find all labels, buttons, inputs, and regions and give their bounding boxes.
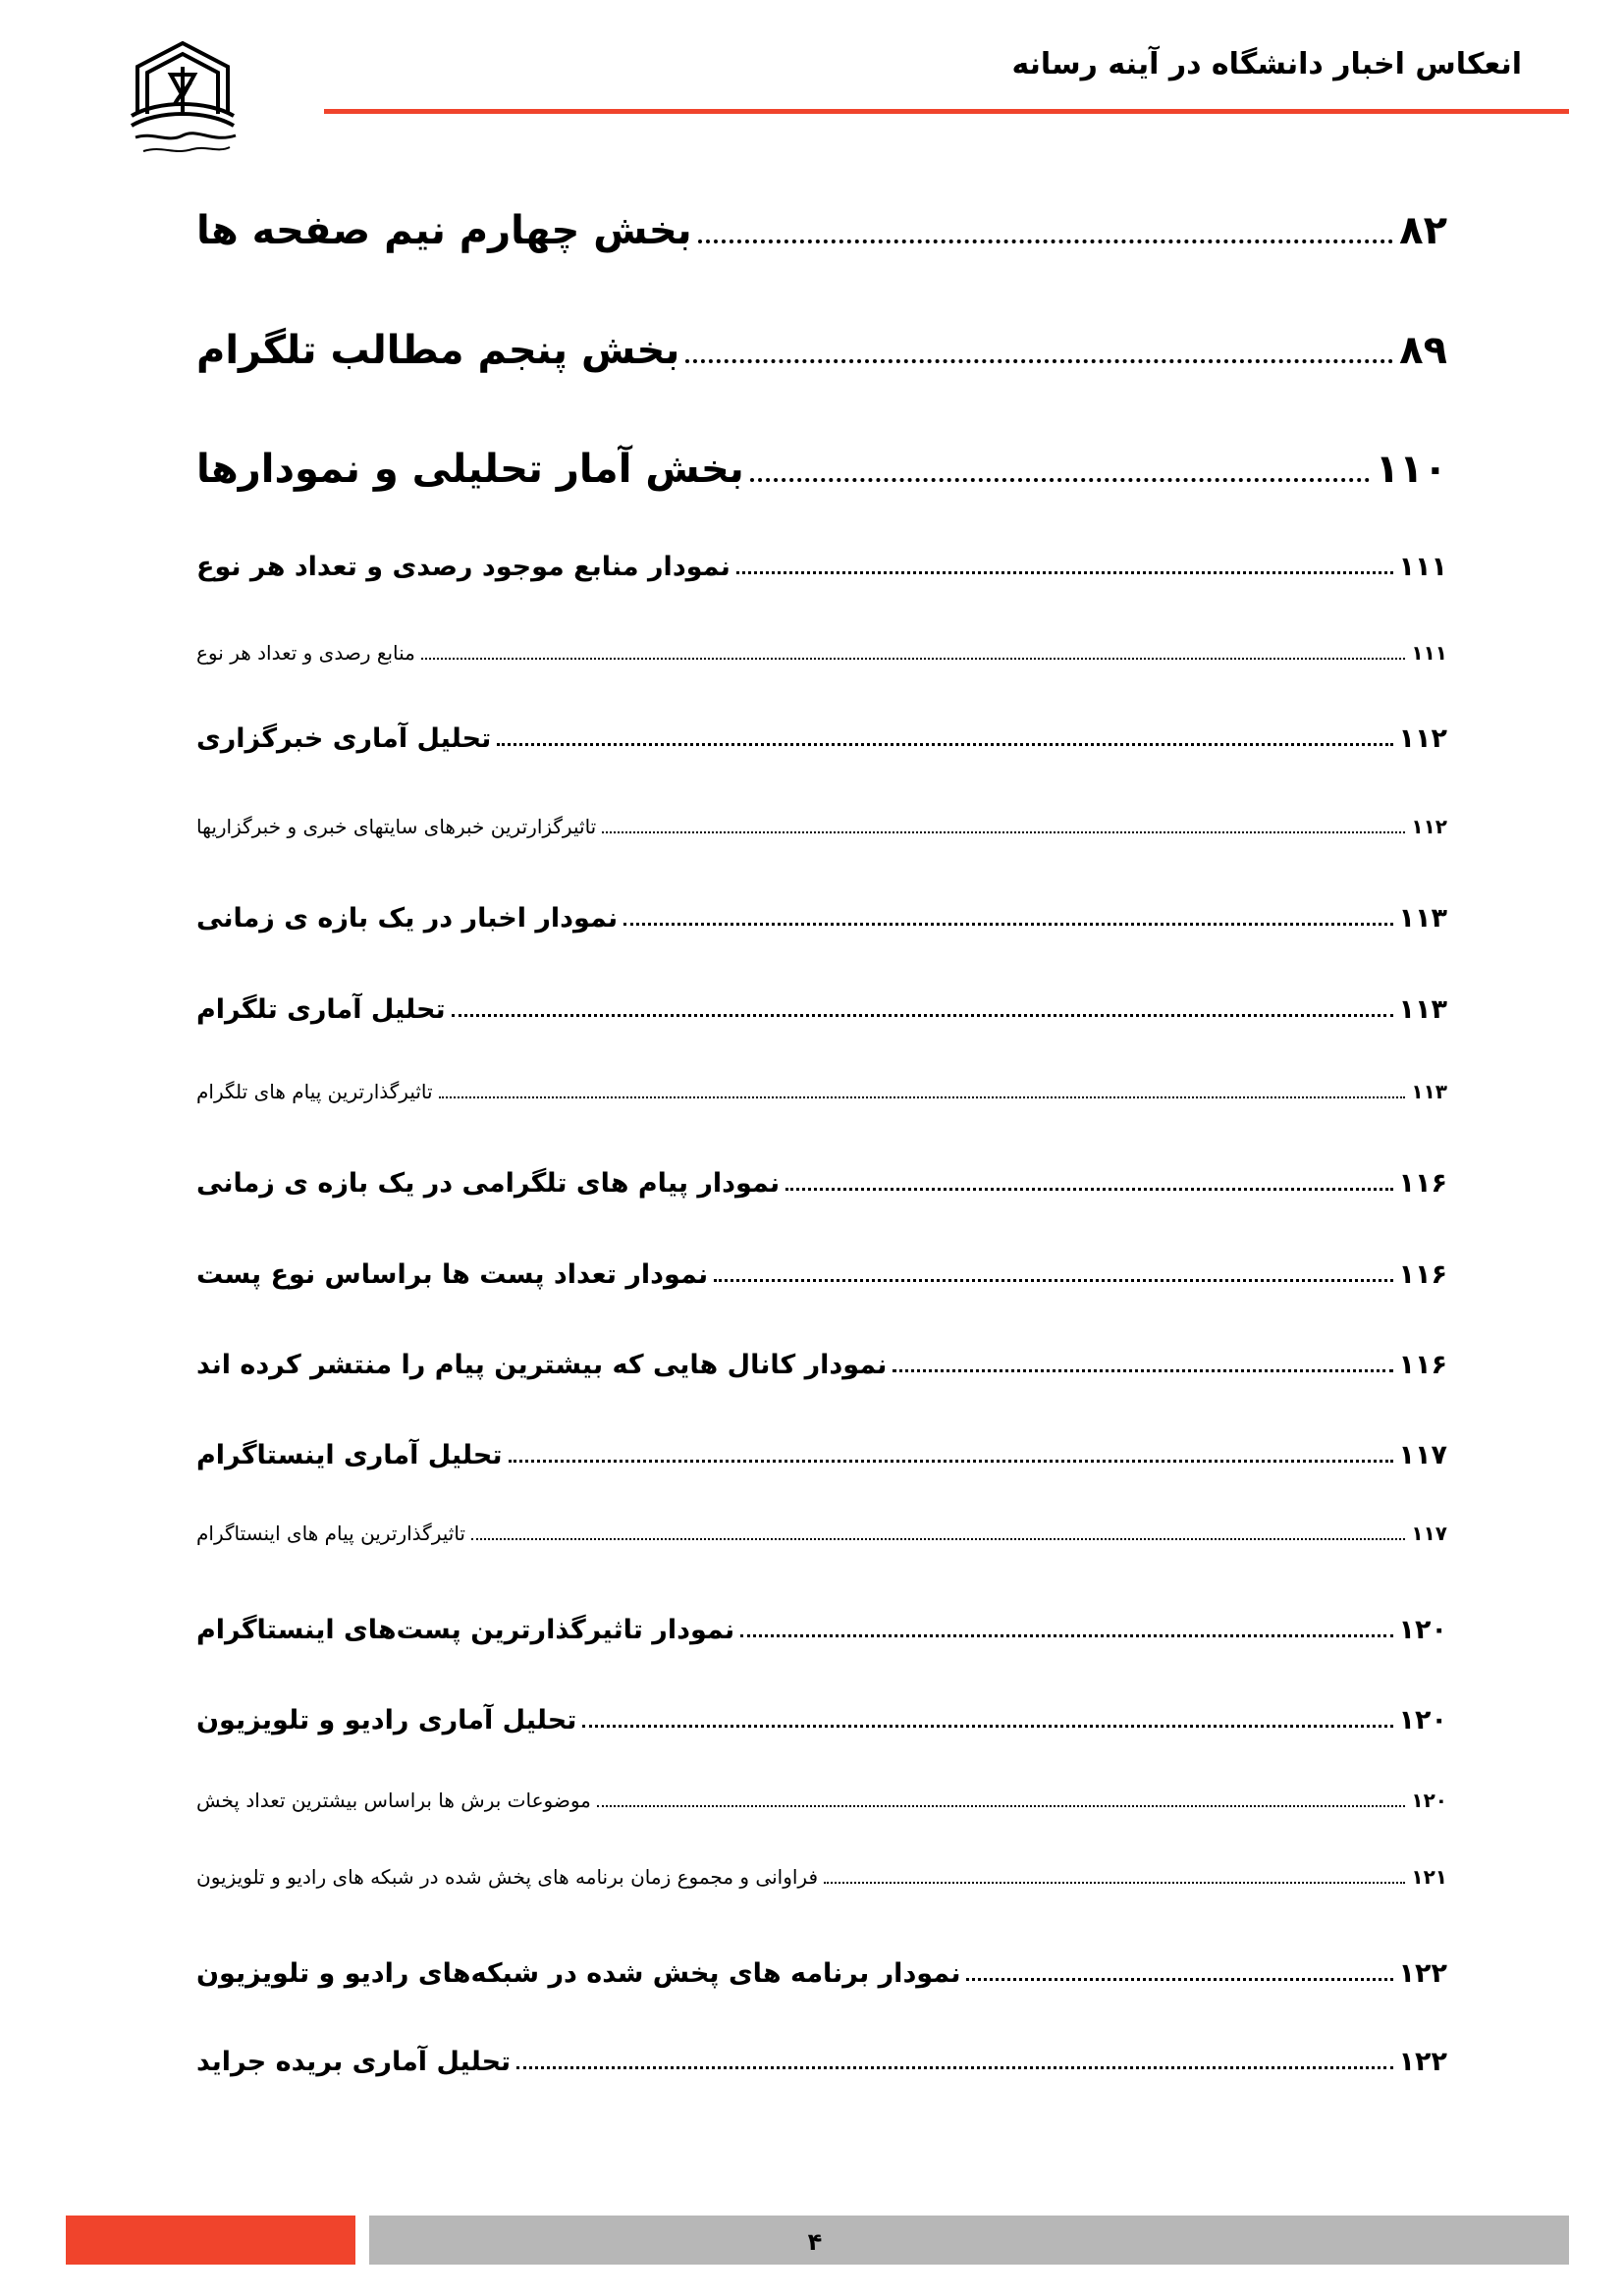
toc-entry[interactable] <box>196 1958 1447 1989</box>
toc-entry[interactable] <box>196 1080 1447 1103</box>
header-divider <box>324 109 1569 114</box>
toc-entry-label: تاثیرگذارترین پیام های اینستاگرام <box>196 1522 465 1545</box>
document-header-title: انعکاس اخبار دانشگاه در آینه رسانه <box>1011 47 1522 81</box>
toc-entry-label: نمودار تاثیرگذارترین پست‌های اینستاگرام <box>196 1615 735 1645</box>
toc-entry-label: تحلیل آماری اینستاگرام <box>196 1440 503 1470</box>
toc-leader-dots <box>452 1014 1393 1017</box>
toc-entry-page-number: ۱۱۷ <box>1411 1522 1447 1545</box>
toc-entry-page-number: ۱۱۱ <box>1398 552 1447 582</box>
toc-entry-page-number: ۱۱۷ <box>1398 1440 1447 1470</box>
toc-entry[interactable] <box>196 552 1447 582</box>
toc-leader-dots <box>582 1725 1392 1728</box>
toc-entry-label: تحلیل آماری خبرگزاری <box>196 723 492 754</box>
toc-entry[interactable] <box>196 641 1447 665</box>
toc-leader-dots <box>893 1369 1392 1372</box>
toc-entry-page-number: ۱۱۶ <box>1398 1259 1447 1290</box>
toc-leader-dots <box>623 923 1392 926</box>
toc-entry[interactable] <box>196 447 1447 492</box>
toc-entry-page-number: ۱۱۶ <box>1398 1168 1447 1199</box>
toc-leader-dots <box>439 1096 1406 1098</box>
toc-entry[interactable] <box>196 328 1447 373</box>
footer-bar <box>369 2216 1569 2265</box>
toc-entry[interactable] <box>196 903 1447 934</box>
toc-entry-page-number: ۱۲۰ <box>1411 1789 1447 1812</box>
toc-leader-dots <box>785 1188 1392 1191</box>
toc-entry-page-number: ۱۱۲ <box>1411 815 1447 838</box>
toc-entry[interactable] <box>196 1259 1447 1290</box>
toc-entry[interactable] <box>196 2047 1447 2077</box>
toc-entry-label: نمودار پیام های تلگرامی در یک بازه ی زمانی <box>196 1168 781 1199</box>
toc-entry-label: تحلیل آماری رادیو و تلویزیون <box>196 1705 577 1735</box>
toc-entry-page-number: ۱۲۰ <box>1398 1705 1447 1735</box>
toc-leader-dots <box>750 478 1370 482</box>
toc-entry[interactable] <box>196 1865 1447 1889</box>
toc-entry-label: تحلیل آماری تلگرام <box>196 994 446 1025</box>
toc-entry-page-number: ۱۱۶ <box>1398 1350 1447 1380</box>
toc-entry-label: نمودار منابع موجود رصدی و تعداد هر نوع <box>196 552 731 582</box>
toc-entry-label: بخش پنجم مطالب تلگرام <box>196 328 680 373</box>
toc-leader-dots <box>602 831 1405 833</box>
toc-entry-page-number: ۱۱۲ <box>1398 723 1447 754</box>
toc-entry-label: تحلیل آماری بریده جراید <box>196 2047 512 2077</box>
toc-entry-label: منابع رصدی و تعداد هر نوع <box>196 641 415 665</box>
toc-leader-dots <box>497 743 1392 746</box>
toc-leader-dots <box>516 2066 1392 2069</box>
toc-entry[interactable] <box>196 1440 1447 1470</box>
toc-entry-page-number: ۱۲۱ <box>1411 1865 1447 1889</box>
toc-leader-dots <box>597 1805 1405 1807</box>
toc-leader-dots <box>509 1460 1393 1463</box>
toc-entry[interactable] <box>196 1168 1447 1199</box>
toc-entry-page-number: ۱۲۲ <box>1398 1958 1447 1989</box>
toc-entry-page-number: ۱۲۰ <box>1398 1615 1447 1645</box>
toc-leader-dots <box>966 1978 1392 1981</box>
footer-accent-bar <box>66 2216 355 2265</box>
toc-entry-page-number: ۸۹ <box>1399 328 1447 373</box>
toc-entry-label: نمودار تعداد پست ها براساس نوع پست <box>196 1259 709 1290</box>
toc-entry-label: بخش چهارم نیم صفحه ها <box>196 208 692 253</box>
university-emblem-icon <box>114 37 251 165</box>
toc-entry-label: موضوعات برش ها براساس بیشترین تعداد پخش <box>196 1789 591 1812</box>
toc-entry[interactable] <box>196 815 1447 838</box>
toc-entry-page-number: ۱۱۰ <box>1375 447 1447 492</box>
toc-entry-label: نمودار اخبار در یک بازه ی زمانی <box>196 903 619 934</box>
toc-leader-dots <box>714 1279 1392 1282</box>
toc-leader-dots <box>740 1634 1392 1637</box>
toc-leader-dots <box>824 1882 1405 1884</box>
toc-entry[interactable] <box>196 723 1447 754</box>
toc-leader-dots <box>421 658 1405 660</box>
toc-leader-dots <box>471 1538 1405 1540</box>
toc-entry[interactable] <box>196 1705 1447 1735</box>
toc-entry-page-number: ۱۱۱ <box>1411 641 1447 665</box>
toc-entry-page-number: ۱۲۲ <box>1398 2047 1447 2077</box>
toc-entry-label: بخش آمار تحلیلی و نمودارها <box>196 447 744 492</box>
toc-leader-dots <box>736 571 1393 574</box>
toc-entry-label: تاثیرگذارترین پیام های تلگرام <box>196 1080 433 1103</box>
toc-entry-page-number: ۱۱۳ <box>1398 903 1447 934</box>
toc-entry-label: نمودار کانال هایی که بیشترین پیام را منتشر کرده اند <box>196 1350 888 1380</box>
toc-entry-label: نمودار برنامه های پخش شده در شبکه‌های رادیو و تلویزیون <box>196 1958 961 1989</box>
toc-entry-page-number: ۱۱۳ <box>1398 994 1447 1025</box>
toc-entry[interactable] <box>196 1522 1447 1545</box>
toc-entry-label: فراوانی و مجموع زمان برنامه های پخش شده در شبکه های رادیو و تلویزیون <box>196 1865 819 1889</box>
toc-entry[interactable] <box>196 208 1447 253</box>
toc-leader-dots <box>685 359 1393 363</box>
toc-entry[interactable] <box>196 994 1447 1025</box>
toc-entry-page-number: ۸۲ <box>1399 208 1447 253</box>
toc-entry-label: تاثیرگزارترین خبرهای سایتهای خبری و خبرگزاریها <box>196 815 597 838</box>
toc-entry[interactable] <box>196 1789 1447 1812</box>
toc-leader-dots <box>698 240 1393 243</box>
toc-entry[interactable] <box>196 1615 1447 1645</box>
page-number: ۴ <box>807 2228 823 2256</box>
toc-entry-page-number: ۱۱۳ <box>1411 1080 1447 1103</box>
toc-entry[interactable] <box>196 1350 1447 1380</box>
